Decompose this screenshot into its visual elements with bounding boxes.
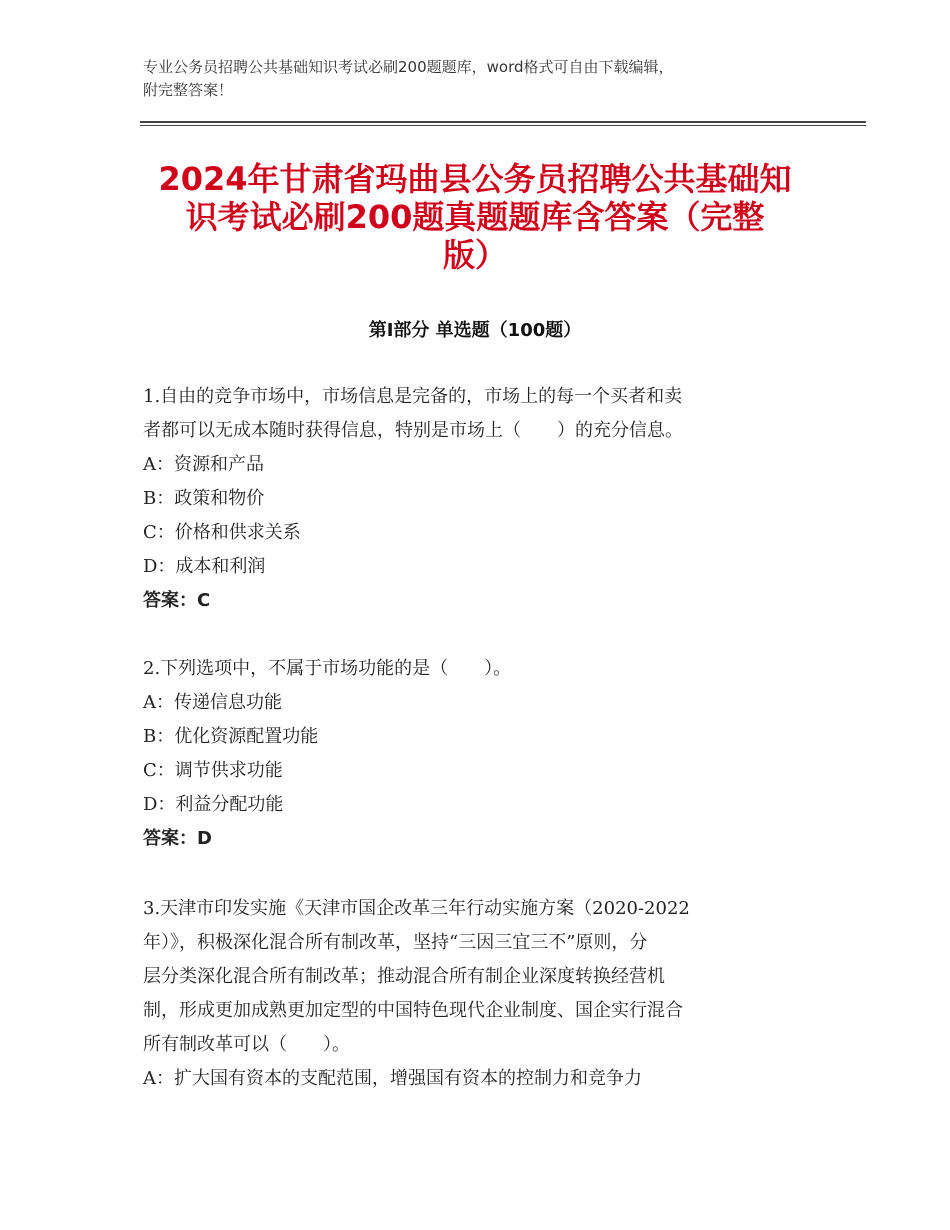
option-c: C：调节供求功能 <box>143 760 283 781</box>
header-note <box>143 56 823 102</box>
option-b: B：政策和物价 <box>143 488 265 509</box>
option-a: A：传递信息功能 <box>143 692 282 713</box>
title-line1: 2024年甘肃省玛曲县公务员招聘公共基础知 <box>158 160 792 198</box>
question-3 <box>143 892 803 1096</box>
header-divider-thin <box>140 125 866 126</box>
header-note-line1: 专业公务员招聘公共基础知识考试必刷200题题库，word格式可自由下载编辑， <box>143 58 674 76</box>
question-stem: 年）》，积极深化混合所有制改革，坚持“三因三宜三不”原则，分 <box>143 932 648 953</box>
option-a: A：资源和产品 <box>143 454 264 475</box>
title-line2: 识考试必刷200题真题题库含答案（完整 <box>185 198 765 236</box>
section-heading: 第Ⅰ部分 单选题（100题） <box>368 320 582 341</box>
question-stem: 1.自由的竞争市场中，市场信息是完备的，市场上的每一个买者和卖 <box>143 386 683 407</box>
header-divider-thick <box>140 121 866 123</box>
question-stem: 3.天津市印发实施《天津市国企改革三年行动实施方案（2020-2022 <box>143 898 690 919</box>
question-stem: 者都可以无成本随时获得信息，特别是市场上（ ）的充分信息。 <box>143 420 683 441</box>
question-stem: 2.下列选项中，不属于市场功能的是（ ）。 <box>143 658 512 679</box>
answer: 答案：D <box>143 828 212 849</box>
title-line3: 版） <box>442 236 507 274</box>
option-b: B：优化资源配置功能 <box>143 726 319 747</box>
option-a: A：扩大国有资本的支配范围，增强国有资本的控制力和竞争力 <box>143 1068 642 1089</box>
question-stem: 所有制改革可以（ ）。 <box>143 1034 350 1055</box>
header-note-line2: 附完整答案！ <box>143 81 234 99</box>
question-2 <box>143 652 803 856</box>
option-d: D：成本和利润 <box>143 556 266 577</box>
question-stem: 制，形成更加成熟更加定型的中国特色现代企业制度、国企实行混合 <box>143 1000 683 1021</box>
page-title <box>140 160 810 274</box>
question-stem: 层分类深化混合所有制改革；推动混合所有制企业深度转换经营机 <box>143 966 665 987</box>
answer: 答案：C <box>143 590 211 611</box>
option-d: D：利益分配功能 <box>143 794 284 815</box>
question-1 <box>143 380 803 618</box>
option-c: C：价格和供求关系 <box>143 522 301 543</box>
